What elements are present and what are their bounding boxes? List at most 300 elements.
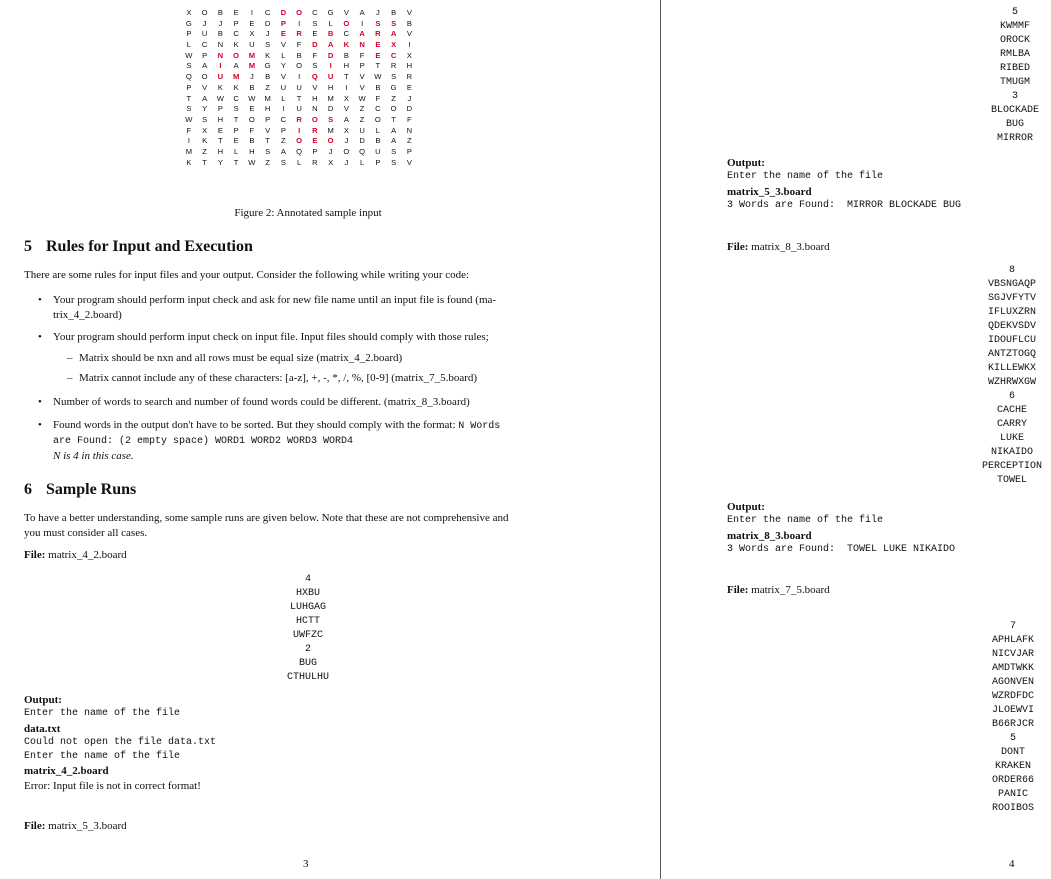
rule-bullet-4: [38, 418, 598, 464]
grid-cell: W: [185, 50, 193, 60]
board-line: BUG: [1005, 119, 1024, 130]
grid-cell: D: [280, 8, 287, 17]
grid-cell: E: [249, 18, 255, 28]
grid-cell: Q: [185, 72, 192, 82]
grid-row: [181, 72, 433, 83]
grid-cell: O: [343, 18, 350, 28]
page-number: 4: [1009, 858, 1015, 870]
grid-cell: S: [265, 40, 271, 50]
grid-cell: I: [329, 61, 332, 71]
bullet-dot: •: [38, 331, 42, 343]
grid-cell: L: [297, 157, 302, 167]
grid-cell: C: [280, 114, 287, 124]
grid-cell: P: [312, 146, 318, 156]
grid-cell: V: [359, 82, 365, 92]
grid-cell: G: [327, 8, 334, 17]
grid-cell: K: [233, 82, 239, 92]
grid-row: [181, 61, 433, 72]
grid-cell: D: [359, 136, 365, 146]
grid-cell: A: [233, 61, 239, 71]
grid-row: [181, 19, 433, 30]
grid-cell: R: [312, 157, 318, 167]
grid-cell: O: [374, 114, 381, 124]
grid-cell: F: [296, 40, 302, 50]
grid-cell: O: [296, 8, 303, 17]
board-line: HXBU: [295, 588, 320, 599]
grid-cell: X: [328, 157, 334, 167]
grid-cell: J: [344, 157, 349, 167]
grid-row: [181, 83, 433, 94]
grid-cell: M: [327, 93, 334, 103]
board-matrix-8-3: [973, 264, 1051, 488]
grid-cell: P: [280, 125, 286, 135]
grid-cell: N: [217, 50, 224, 60]
output-line: data.txt: [24, 722, 61, 735]
grid-cell: M: [264, 93, 271, 103]
grid-cell: N: [217, 40, 224, 50]
board-line: SGJVFYTV: [987, 293, 1036, 304]
grid-cell: P: [186, 29, 192, 39]
board-line: HCTT: [295, 616, 320, 627]
grid-cell: F: [312, 50, 318, 60]
grid-cell: R: [406, 72, 413, 82]
output-block-2: [727, 156, 961, 213]
grid-cell: Q: [296, 146, 303, 156]
grid-cell: U: [217, 72, 224, 82]
grid-cell: B: [217, 29, 223, 39]
board-line: IDOUFLCU: [987, 335, 1036, 346]
grid-cell: J: [218, 18, 223, 28]
grid-cell: O: [201, 8, 208, 17]
grid-row: [181, 8, 433, 19]
grid-row: [181, 115, 433, 126]
output-line: Enter the name of the file: [24, 751, 181, 763]
grid-cell: Z: [407, 136, 412, 146]
grid-cell: V: [343, 104, 349, 114]
output-lines: [727, 170, 961, 213]
grid-cell: X: [202, 125, 208, 135]
file-name: matrix_5_3.board: [48, 820, 127, 832]
grid-cell: V: [280, 40, 286, 50]
grid-cell: O: [327, 136, 334, 146]
board-line: JLOEWVI: [991, 705, 1034, 716]
rule-bullet-3: [38, 395, 598, 410]
grid-cell: P: [265, 114, 271, 124]
board-line: ROOIBOS: [991, 803, 1034, 814]
board-line: 4: [304, 574, 311, 585]
grid-cell: S: [186, 61, 192, 71]
grid-cell: P: [233, 18, 239, 28]
grid-cell: V: [359, 72, 365, 82]
bullet-dot: •: [38, 419, 42, 431]
grid-cell: C: [233, 29, 239, 39]
file-label-matrix-8-3: [727, 241, 830, 253]
grid-cell: T: [233, 157, 239, 167]
file-name: matrix_7_5.board: [751, 584, 830, 596]
output-line: Error: Input file is not in correct format!: [24, 779, 201, 792]
grid-cell: X: [391, 40, 397, 50]
grid-cell: W: [216, 93, 224, 103]
grid-cell: B: [343, 50, 349, 60]
file-label-matrix-5-3: [24, 820, 127, 832]
grid-cell: O: [311, 114, 318, 124]
board-line: KILLEWKX: [987, 363, 1036, 374]
grid-cell: T: [202, 157, 207, 167]
grid-cell: Z: [391, 93, 396, 103]
grid-cell: Z: [265, 157, 270, 167]
board-line: 3: [1011, 91, 1018, 102]
board-line: PANIC: [997, 789, 1028, 800]
grid-cell: X: [343, 93, 349, 103]
output-lines: [24, 707, 216, 793]
grid-cell: W: [185, 114, 193, 124]
grid-cell: V: [343, 8, 349, 17]
output-line: Enter the name of the file: [727, 515, 884, 527]
grid-cell: C: [233, 93, 239, 103]
grid-row: [181, 126, 433, 137]
grid-cell: O: [248, 114, 255, 124]
grid-cell: A: [202, 93, 208, 103]
grid-cell: L: [375, 125, 380, 135]
board-line: APHLAFK: [991, 635, 1034, 646]
board-matrix-5-3: [979, 6, 1051, 146]
section-title: Sample Runs: [46, 481, 137, 498]
file-label: File:: [727, 241, 749, 253]
grid-cell: S: [280, 157, 286, 167]
bullet-text-line: Found words in the output don't have to be sorted. But they should comply with the format:: [53, 419, 459, 431]
grid-cell: W: [248, 93, 256, 103]
grid-row: [181, 40, 433, 51]
grid-cell: Z: [281, 136, 286, 146]
grid-cell: P: [359, 61, 365, 71]
section-title: Rules for Input and Execution: [46, 238, 253, 255]
grid-cell: O: [233, 50, 240, 60]
grid-cell: U: [359, 125, 365, 135]
board-matrix-7-5: [975, 620, 1051, 816]
grid-cell: S: [391, 18, 397, 28]
grid-cell: U: [201, 29, 208, 39]
grid-cell: E: [406, 82, 412, 92]
board-line: 5: [1011, 7, 1018, 18]
grid-cell: S: [186, 104, 192, 114]
grid-cell: R: [296, 114, 302, 124]
grid-cell: S: [265, 146, 271, 156]
grid-cell: T: [265, 136, 270, 146]
grid-cell: V: [406, 8, 412, 17]
grid-cell: O: [390, 104, 397, 114]
output-lines: [727, 514, 955, 557]
grid-cell: S: [233, 104, 239, 114]
grid-cell: Q: [311, 72, 318, 82]
format-code: N Words: [458, 421, 501, 432]
grid-cell: I: [298, 18, 301, 28]
grid-cell: B: [391, 8, 397, 17]
grid-cell: U: [327, 72, 334, 82]
grid-cell: J: [249, 72, 254, 82]
grid-cell: X: [343, 125, 349, 135]
grid-cell: Y: [217, 157, 223, 167]
grid-cell: D: [406, 104, 413, 114]
grid-cell: N: [359, 40, 365, 50]
intro-line: you must consider all cases.: [24, 526, 148, 539]
rule-sub-2: – Matrix cannot include any of these characters: [a-z], +, -, *, /, %, [0-9] (matrix_7_5.board): [67, 372, 478, 384]
grid-cell: T: [391, 114, 396, 124]
grid-cell: H: [312, 93, 318, 103]
board-line: QDEKVSDV: [987, 321, 1036, 332]
grid-cell: W: [358, 93, 366, 103]
grid-cell: Y: [202, 104, 208, 114]
rule-bullet-1: [38, 293, 598, 322]
grid-cell: U: [280, 82, 287, 92]
output-line: matrix_4_2.board: [24, 765, 109, 778]
grid-cell: S: [328, 114, 334, 124]
board-line: B66RJCR: [991, 719, 1034, 730]
grid-cell: E: [375, 50, 381, 60]
grid-cell: B: [296, 50, 302, 60]
grid-cell: K: [186, 157, 192, 167]
board-line: TMUGM: [999, 77, 1030, 88]
board-line: PERCEPTION: [981, 461, 1042, 472]
grid-cell: A: [391, 136, 397, 146]
grid-cell: A: [327, 40, 334, 50]
grid-cell: O: [296, 136, 303, 146]
board-line: CACHE: [996, 405, 1027, 416]
grid-cell: E: [280, 29, 286, 39]
grid-cell: V: [280, 72, 286, 82]
grid-cell: O: [296, 61, 303, 71]
board-line: VBSNGAQP: [987, 279, 1036, 290]
output-label: Output:: [727, 501, 765, 513]
grid-cell: C: [201, 40, 208, 50]
page-4: [661, 0, 1051, 879]
output-line: matrix_8_3.board: [727, 529, 812, 542]
grid-cell: S: [312, 61, 318, 71]
board-line: 8: [1008, 265, 1015, 276]
grid-cell: K: [217, 82, 223, 92]
board-line: NICVJAR: [991, 649, 1034, 660]
rule-sub-1: – Matrix should be nxn and all rows must be equal size (matrix_4_2.board): [67, 352, 403, 364]
grid-cell: H: [406, 61, 413, 71]
grid-cell: A: [202, 61, 208, 71]
grid-cell: F: [407, 114, 412, 124]
grid-row: [181, 94, 433, 105]
grid-cell: Z: [359, 104, 365, 114]
grid-cell: V: [406, 157, 412, 167]
bullet-dot: •: [38, 294, 42, 306]
grid-cell: R: [296, 29, 302, 39]
grid-cell: J: [202, 18, 207, 28]
grid-cell: G: [390, 82, 397, 92]
board-line: WZHRWXGW: [987, 377, 1036, 388]
grid-cell: A: [359, 29, 365, 39]
grid-cell: B: [375, 82, 381, 92]
grid-cell: P: [202, 50, 208, 60]
grid-cell: V: [265, 125, 271, 135]
section-number: 5: [24, 238, 32, 255]
grid-cell: H: [249, 146, 255, 156]
bullet-text-line: trix_4_2.board): [53, 308, 122, 321]
grid-cell: V: [406, 29, 412, 39]
grid-row: [181, 136, 433, 147]
file-label-matrix-4-2: [24, 549, 127, 561]
grid-cell: L: [281, 93, 286, 103]
grid-cell: T: [296, 93, 302, 103]
board-line: KRAKEN: [994, 761, 1031, 772]
grid-cell: J: [375, 8, 380, 17]
board-line: LUHGAG: [289, 602, 326, 613]
grid-cell: Y: [280, 61, 286, 71]
grid-cell: U: [375, 146, 381, 156]
file-name: matrix_4_2.board: [48, 549, 127, 561]
grid-cell: J: [344, 136, 349, 146]
intro-line: To have a better understanding, some sample runs are given below. Note that these are not comprehensive and: [24, 512, 509, 524]
board-line: AGONVEN: [991, 677, 1034, 688]
grid-cell: B: [249, 136, 255, 146]
board-line: IFLUXZRN: [987, 307, 1036, 318]
grid-cell: P: [217, 104, 223, 114]
grid-cell: L: [234, 146, 239, 156]
grid-cell: O: [201, 72, 208, 82]
output-line: matrix_5_3.board: [727, 185, 812, 198]
section-5-heading: [24, 238, 253, 256]
board-line: BUG: [298, 658, 317, 669]
bullet-text-line: Your program should perform input check and ask for new file name until an input file is found (ma-: [53, 294, 497, 306]
board-line: CARRY: [996, 419, 1027, 430]
bullet-text-line: Number of words to search and number of found words could be different. (matrix_8_3.board): [53, 396, 470, 408]
grid-cell: K: [343, 40, 350, 50]
grid-cell: J: [407, 93, 412, 103]
grid-cell: R: [375, 29, 381, 39]
grid-cell: M: [232, 72, 240, 82]
grid-cell: D: [264, 18, 271, 28]
grid-cell: P: [375, 157, 381, 167]
board-line: NIKAIDO: [990, 447, 1033, 458]
grid-cell: E: [249, 104, 255, 114]
grid-cell: H: [343, 61, 350, 71]
bullet-text-line: Your program should perform input check on input file. Input files should comply with those rules;: [53, 331, 489, 343]
section-6-intro: [24, 511, 509, 540]
grid-cell: V: [202, 82, 208, 92]
bullet-text-line: N is 4 in this case.: [53, 450, 134, 462]
output-label: Output:: [727, 157, 765, 169]
grid-cell: T: [186, 93, 192, 103]
grid-cell: K: [202, 136, 208, 146]
grid-cell: F: [249, 125, 255, 135]
grid-cell: A: [343, 114, 349, 124]
grid-cell: L: [281, 50, 286, 60]
grid-cell: R: [312, 125, 318, 135]
output-line: Could not open the file data.txt: [24, 736, 217, 748]
grid-cell: M: [248, 61, 256, 71]
output-line: Enter the name of the file: [727, 171, 884, 183]
grid-cell: B: [249, 82, 255, 92]
grid-cell: M: [248, 50, 256, 60]
board-line: ANTZTOGQ: [987, 349, 1036, 360]
grid-cell: F: [359, 50, 365, 60]
grid-cell: X: [186, 8, 192, 17]
figure-caption: Figure 2: Annotated sample input: [234, 207, 382, 219]
board-line: OROCK: [999, 35, 1030, 46]
grid-cell: A: [280, 146, 286, 156]
grid-row: [181, 51, 433, 62]
annotated-letter-grid: [181, 8, 433, 168]
grid-cell: E: [217, 125, 223, 135]
grid-cell: T: [233, 114, 239, 124]
output-block-1: [24, 693, 216, 793]
grid-cell: Z: [265, 82, 270, 92]
grid-row: [181, 147, 433, 158]
grid-cell: S: [391, 72, 397, 82]
grid-cell: D: [327, 50, 334, 60]
grid-cell: W: [374, 72, 382, 82]
grid-cell: E: [375, 40, 381, 50]
grid-cell: L: [328, 18, 333, 28]
grid-cell: H: [217, 114, 224, 124]
section-6-heading: [24, 481, 136, 499]
grid-cell: U: [296, 82, 302, 92]
grid-cell: A: [359, 8, 365, 17]
grid-cell: M: [327, 125, 334, 135]
grid-cell: Z: [202, 146, 207, 156]
grid-cell: E: [312, 29, 318, 39]
grid-cell: P: [233, 125, 239, 135]
board-line: 6: [1008, 391, 1015, 402]
output-block-3: [727, 500, 955, 557]
grid-cell: I: [219, 61, 222, 71]
grid-cell: I: [187, 136, 190, 146]
output-line: Enter the name of the file: [24, 708, 181, 720]
grid-cell: A: [390, 29, 397, 39]
output-line: 3 Words are Found: TOWEL LUKE NIKAIDO: [727, 543, 956, 555]
grid-cell: H: [327, 82, 334, 92]
file-label: File:: [727, 584, 749, 596]
board-line: 5: [1009, 733, 1016, 744]
grid-cell: X: [406, 50, 412, 60]
grid-cell: B: [265, 72, 271, 82]
grid-cell: I: [345, 82, 348, 92]
grid-cell: C: [343, 29, 350, 39]
section-number: 6: [24, 481, 32, 498]
grid-cell: K: [233, 40, 239, 50]
grid-cell: I: [250, 8, 253, 17]
rule-bullet-2: [38, 330, 598, 345]
grid-cell: T: [344, 72, 349, 82]
grid-cell: I: [298, 72, 301, 82]
grid-cell: H: [264, 104, 271, 114]
grid-cell: C: [390, 50, 397, 60]
grid-cell: P: [406, 146, 412, 156]
grid-cell: E: [233, 136, 239, 146]
board-line: RIBED: [999, 63, 1030, 74]
grid-cell: G: [185, 18, 192, 28]
grid-cell: Z: [359, 114, 365, 124]
file-name: matrix_8_3.board: [751, 241, 830, 253]
board-line: LUKE: [999, 433, 1024, 444]
format-code: are Found: (2 empty space) WORD1 WORD2 WORD3 WORD4: [53, 435, 354, 447]
grid-cell: U: [249, 40, 255, 50]
grid-cell: C: [264, 8, 271, 17]
grid-cell: B: [217, 8, 223, 17]
grid-cell: G: [264, 61, 271, 71]
grid-cell: T: [218, 136, 223, 146]
grid-cell: L: [360, 157, 365, 167]
grid-row: [181, 104, 433, 115]
grid-cell: N: [406, 125, 413, 135]
grid-cell: D: [327, 104, 334, 114]
board-line: DONT: [1000, 747, 1025, 758]
board-line: BLOCKADE: [990, 105, 1039, 116]
grid-cell: K: [265, 50, 271, 60]
